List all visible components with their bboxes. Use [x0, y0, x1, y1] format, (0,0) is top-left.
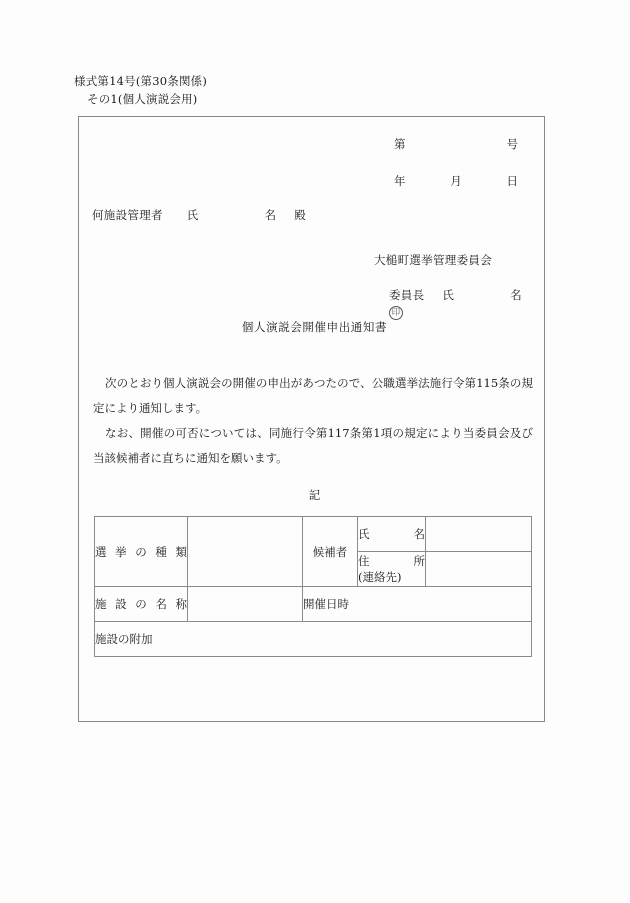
- date-day-label: 日: [506, 174, 518, 188]
- addressee-line: [92, 207, 306, 223]
- issuer-name-label-2: 名: [510, 288, 522, 302]
- candidate-address-value[interactable]: [426, 552, 532, 587]
- seal-stamp-icon: 印: [389, 306, 403, 320]
- document-title: 個人演説会開催申出通知書: [241, 320, 388, 334]
- date-month-label: 月: [450, 174, 462, 188]
- document-number-label: 第: [394, 137, 406, 151]
- document-number-unit: 号: [506, 137, 518, 151]
- body-paragraph-2: なお、開催の可否については、同施行令第117条第1項の規定により当委員会及び当該候補者に直ちに通知を願います。: [93, 426, 533, 465]
- candidate-name-value[interactable]: [426, 517, 532, 552]
- form-meta-heading: [74, 72, 207, 108]
- form-table: [94, 516, 532, 657]
- issuer-block: [374, 252, 544, 320]
- document-body: [93, 371, 533, 471]
- issuer-organization: 大槌町選挙管理委員会: [374, 253, 492, 267]
- election-type-value[interactable]: [188, 517, 303, 587]
- addressee-name-label-1: 氏: [186, 208, 199, 222]
- document-number-block: [372, 136, 522, 210]
- addressee-name-label-2: 名: [264, 208, 277, 222]
- form-table-wrapper: [94, 516, 531, 657]
- issuer-name-label-1: 氏: [442, 288, 455, 302]
- candidate-address-label-main: 住所: [358, 554, 425, 568]
- date-year-label: 年: [394, 174, 406, 188]
- document-frame: [78, 116, 545, 722]
- candidate-name-label: 氏名: [358, 517, 426, 552]
- facility-name-label: 施設の名称: [95, 587, 188, 622]
- form-number: 様式第14号(第30条関係): [74, 74, 208, 88]
- table-row: [95, 622, 532, 657]
- table-row: [95, 587, 532, 622]
- election-type-label: 選挙の種類: [95, 517, 188, 587]
- addressee-honorific: 殿: [294, 208, 307, 222]
- facility-name-value[interactable]: [188, 587, 303, 622]
- facility-attachment-label[interactable]: 施設の附加: [95, 622, 532, 657]
- note-marker: 記: [308, 488, 321, 502]
- candidate-address-label: [358, 552, 426, 587]
- issuer-chief-title: 委員長: [389, 288, 425, 302]
- document-date-row: [372, 173, 522, 189]
- candidate-address-label-sub: (連絡先): [358, 570, 402, 584]
- document-number-row: [372, 136, 522, 152]
- addressee-facility: 何施設管理者: [92, 208, 163, 222]
- table-row: [95, 517, 532, 552]
- issuer-chief-line: [374, 287, 544, 320]
- form-subtitle: その1(個人演説会用): [87, 92, 198, 106]
- candidate-label: 候補者: [303, 517, 358, 587]
- event-datetime-label: 開催日時: [303, 587, 532, 622]
- body-paragraph-1: 次のとおり個人演説会の開催の申出があつたので、公職選挙法施行令第115条の規定により通知します。: [93, 376, 533, 415]
